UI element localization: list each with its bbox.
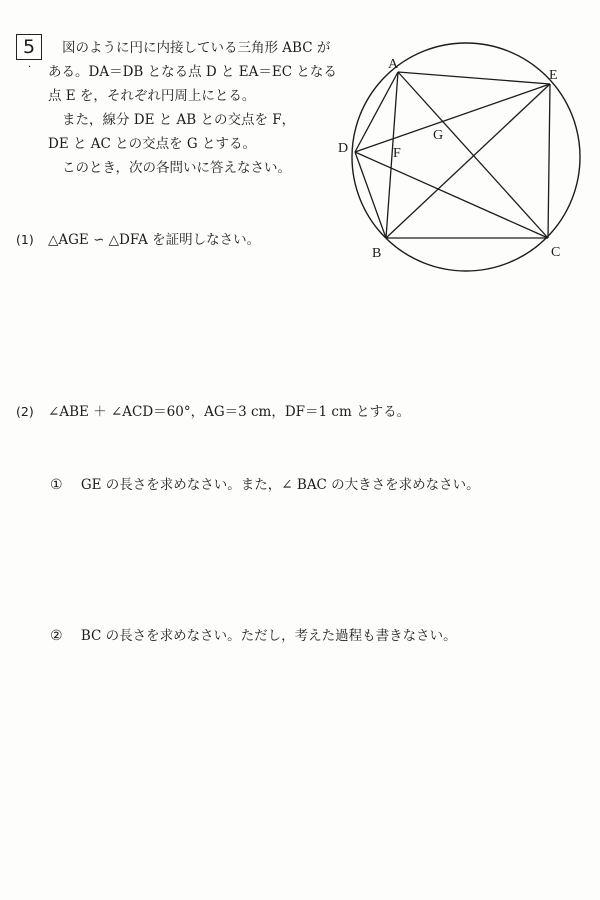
point-label-f: F bbox=[393, 146, 401, 161]
point-label-d: D bbox=[338, 141, 349, 156]
sub-2-text: BC の長さを求めなさい。ただし，考えた過程も書きなさい。 bbox=[80, 628, 457, 644]
segment-db bbox=[355, 152, 386, 238]
segment-ec bbox=[548, 84, 550, 238]
sub-2-label: ② bbox=[50, 628, 63, 644]
intro-line-2: ある。DA＝DB となる点 D と EA＝EC となる bbox=[48, 64, 337, 80]
geometry-figure bbox=[330, 40, 590, 280]
question-2-sub-1 bbox=[50, 473, 480, 493]
question-1 bbox=[16, 228, 260, 248]
point-label-b: B bbox=[372, 246, 382, 261]
segment-dc bbox=[355, 152, 548, 238]
problem-number: 5 bbox=[16, 34, 42, 60]
intro-line-5: DE と AC との交点を G とする。 bbox=[48, 136, 256, 152]
figure-lines bbox=[355, 72, 550, 238]
point-label-c: C bbox=[551, 245, 561, 260]
segment-be bbox=[386, 84, 550, 238]
segment-de bbox=[355, 84, 550, 152]
question-1-label: (1) bbox=[16, 232, 34, 247]
intro-line-1: 図のように円に内接している三角形 ABC が bbox=[62, 40, 331, 56]
point-label-g: G bbox=[433, 128, 444, 143]
question-2-text: ∠ABE ＋ ∠ACD＝60°，AG＝3 cm，DF＝1 cm とする。 bbox=[48, 404, 411, 420]
intro-line-4: また，線分 DE と AB との交点を F， bbox=[62, 112, 296, 128]
sub-1-label: ① bbox=[50, 477, 63, 493]
stray-mark: · bbox=[28, 62, 32, 73]
segment-ae bbox=[398, 72, 550, 84]
intro-line-3: 点 E を，それぞれ円周上にとる。 bbox=[48, 88, 256, 104]
point-label-a: A bbox=[388, 57, 399, 72]
question-2 bbox=[16, 400, 410, 420]
segment-ac bbox=[398, 72, 548, 238]
question-1-text: △AGE ∽ △DFA を証明しなさい。 bbox=[48, 232, 261, 248]
point-label-e: E bbox=[549, 68, 558, 83]
question-2-sub-2 bbox=[50, 624, 457, 644]
intro-line-6: このとき，次の各問いに答えなさい。 bbox=[62, 160, 291, 176]
question-2-label: (2) bbox=[16, 404, 34, 419]
sub-1-text: GE の長さを求めなさい。また，∠ BAC の大きさを求めなさい。 bbox=[80, 477, 480, 493]
